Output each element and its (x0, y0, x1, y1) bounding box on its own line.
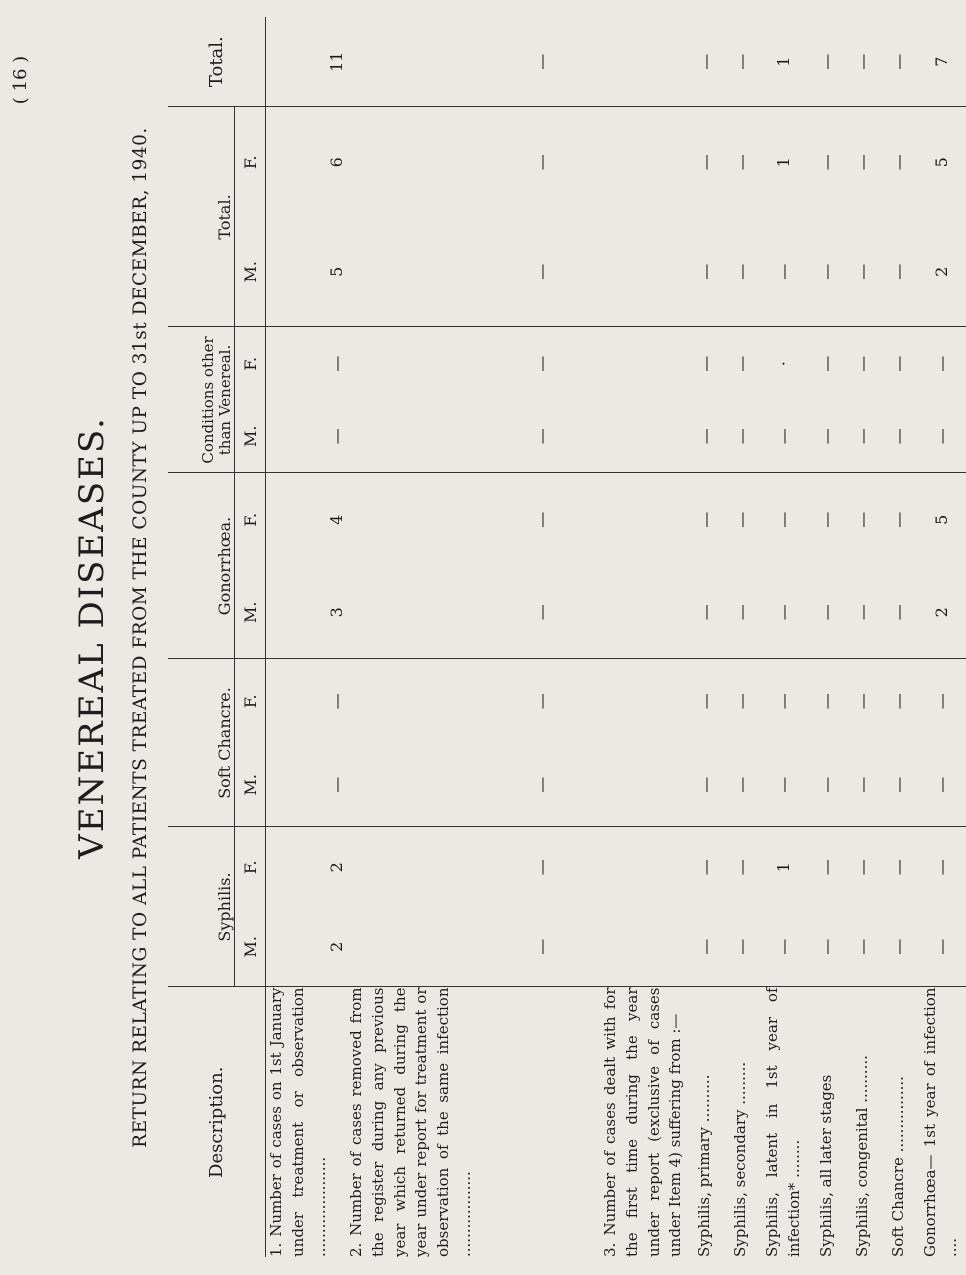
table-row (845, 17, 881, 1257)
table-cell: — (266, 400, 347, 473)
table-row (266, 17, 347, 1257)
table-cell: — (723, 743, 759, 827)
other-m-header: M. (235, 400, 266, 473)
table-cell: — (759, 566, 809, 659)
table-cell: 2 (917, 566, 966, 659)
table-cell: — (889, 859, 908, 876)
page-title: VENEREAL DISEASES. (72, 416, 112, 859)
table-header-row (168, 17, 235, 1257)
table-cell: — (931, 355, 951, 372)
table-cell: — (817, 859, 836, 876)
table-cell: — (723, 400, 759, 473)
table-cell: — (731, 693, 751, 710)
table-cell: — (889, 355, 908, 372)
total-f-header: F. (235, 107, 266, 217)
table-cell: — (759, 400, 809, 473)
table-cell (551, 473, 687, 566)
table-cell: — (809, 743, 845, 827)
table-cell: — (723, 217, 759, 327)
soft-chancre-m-header: M. (235, 743, 266, 827)
row-description: Syphilis, all later stages (816, 1074, 835, 1257)
table-cell: — (731, 511, 751, 528)
gonorrhoea-m-header: M. (235, 566, 266, 659)
description-header: Description. (168, 987, 266, 1257)
table-cell: — (774, 693, 794, 710)
table-cell: — (881, 17, 917, 107)
table-cell: — (327, 355, 346, 372)
table-cell: — (759, 907, 809, 987)
table-cell: — (695, 511, 715, 528)
table-cell: — (327, 693, 346, 710)
row-description: Soft Chancre ................ (888, 1076, 907, 1257)
table-cell (551, 17, 687, 107)
table-cell: — (346, 743, 551, 827)
table-cell: — (881, 907, 917, 987)
table-cell: — (346, 907, 551, 987)
table-cell: — (731, 154, 751, 171)
table-cell: — (809, 217, 845, 327)
table-cell: — (695, 355, 715, 372)
grand-total-header: Total. (168, 17, 266, 107)
row-description: Syphilis, primary .......... (695, 1074, 714, 1257)
table-cell: — (889, 511, 908, 528)
table-cell (551, 400, 687, 473)
row-description: Gonorrhœa— 1st year of infection .... (920, 987, 961, 1257)
table-cell (551, 566, 687, 659)
table-cell: 3 (266, 566, 347, 659)
table-cell: — (881, 400, 917, 473)
table-cell: 1 (774, 862, 794, 873)
table-cell: — (687, 743, 723, 827)
table-cell: — (759, 743, 809, 827)
table-cell: — (817, 693, 836, 710)
other-conditions-header: Conditions other than Venereal. (168, 327, 235, 473)
table-cell: — (532, 355, 551, 372)
table-cell: 11 (266, 17, 347, 107)
table-cell: — (853, 355, 872, 372)
table-cell: — (845, 907, 881, 987)
table-cell: — (687, 217, 723, 327)
table-row (881, 17, 917, 1257)
table-cell: — (853, 511, 872, 528)
table-cell: — (695, 693, 715, 710)
row-description: Syphilis, congenital .......... (852, 1055, 871, 1257)
table-row (759, 17, 809, 1257)
table-cell: — (731, 859, 751, 876)
table-cell: — (731, 355, 751, 372)
table-cell: — (917, 743, 966, 827)
gonorrhoea-header: Gonorrhœa. (168, 473, 235, 659)
table-cell: — (723, 17, 759, 107)
table-cell (551, 827, 687, 907)
table-cell: — (917, 907, 966, 987)
table-cell: — (695, 154, 715, 171)
table-cell: — (817, 154, 836, 171)
table-cell (551, 743, 687, 827)
table-cell: 6 (327, 157, 346, 168)
table-row (687, 17, 723, 1257)
table-cell: — (853, 693, 872, 710)
table-cell: — (809, 17, 845, 107)
table-cell: — (687, 400, 723, 473)
table-cell: 5 (931, 514, 951, 525)
table-cell (551, 907, 687, 987)
table-cell: — (759, 217, 809, 327)
table-cell: — (346, 400, 551, 473)
table-cell: — (687, 17, 723, 107)
table-cell: — (809, 907, 845, 987)
table-cell: — (266, 743, 347, 827)
table-cell: — (845, 17, 881, 107)
row-description: 3. Number of cases dealt with for the first time during the year under report (exclusive of cases under Item 4) suffering from :— (601, 987, 685, 1257)
table-cell: — (817, 355, 836, 372)
total-header: Total. (168, 107, 235, 327)
table-cell: — (346, 566, 551, 659)
table-cell: 2 (327, 862, 346, 873)
table-cell: — (845, 566, 881, 659)
syphilis-m-header: M. (235, 907, 266, 987)
table-cell (551, 107, 687, 217)
table-cell: 2 (266, 907, 347, 987)
return-table (168, 17, 966, 1257)
gonorrhoea-f-header: F. (235, 473, 266, 566)
table-cell: — (817, 511, 836, 528)
table-cell: — (889, 693, 908, 710)
table-cell: — (687, 566, 723, 659)
table-cell: — (723, 566, 759, 659)
table-cell: — (931, 859, 951, 876)
table-cell (551, 327, 687, 400)
table-cell: — (853, 154, 872, 171)
syphilis-f-header: F. (235, 827, 266, 907)
table-cell: — (695, 859, 715, 876)
table-cell: — (889, 154, 908, 171)
table-cell: — (346, 217, 551, 327)
table-cell: — (532, 693, 551, 710)
table-cell: — (687, 907, 723, 987)
table-cell: 2 (917, 217, 966, 327)
syphilis-header: Syphilis. (168, 827, 235, 987)
table-cell: · (774, 361, 794, 367)
row-description: Syphilis, secondary ......... (731, 1061, 750, 1257)
table-row (346, 17, 551, 1257)
table-cell: — (845, 217, 881, 327)
table-cell: — (532, 154, 551, 171)
table-cell: — (532, 859, 551, 876)
table-row (723, 17, 759, 1257)
table-cell: — (532, 511, 551, 528)
table-cell: — (809, 566, 845, 659)
table-cell: — (774, 511, 794, 528)
table-cell: 5 (931, 157, 951, 168)
table-cell: — (917, 400, 966, 473)
table-row (917, 17, 966, 1257)
table-cell: — (931, 693, 951, 710)
row-description: 2. Number of cases removed from the register during any previous year which returned during the year under report for treatment or observation of the same infection .................. (347, 987, 474, 1257)
table-row (809, 17, 845, 1257)
table-row (551, 17, 687, 1257)
other-f-header: F. (235, 327, 266, 400)
page-number: ( 16 ) (10, 55, 31, 105)
table-cell: 1 (774, 157, 794, 168)
table-cell: 1 (759, 17, 809, 107)
row-description: 1. Number of cases on 1st January under treatment or observation ..................... (267, 987, 329, 1257)
table-cell: — (881, 566, 917, 659)
table-cell: — (845, 400, 881, 473)
soft-chancre-f-header: F. (235, 659, 266, 743)
soft-chancre-header: Soft Chancre. (168, 659, 235, 827)
total-m-header: M. (235, 217, 266, 327)
table-cell: 7 (917, 17, 966, 107)
table-cell: 4 (327, 514, 346, 525)
table-cell: — (346, 17, 551, 107)
table-cell: — (853, 859, 872, 876)
table-cell: — (809, 400, 845, 473)
table-cell (551, 659, 687, 743)
table-cell: 5 (266, 217, 347, 327)
table-cell: — (881, 743, 917, 827)
table-cell (551, 217, 687, 327)
table-cell: — (723, 907, 759, 987)
table-cell: — (845, 743, 881, 827)
table-cell: — (881, 217, 917, 327)
row-description: Syphilis, latent in 1st year of infection* ........ (763, 987, 803, 1257)
page-subtitle: RETURN RELATING TO ALL PATIENTS TREATED FROM THE COUNTY UP TO 31st DECEMBER, 1940. (130, 127, 151, 1148)
